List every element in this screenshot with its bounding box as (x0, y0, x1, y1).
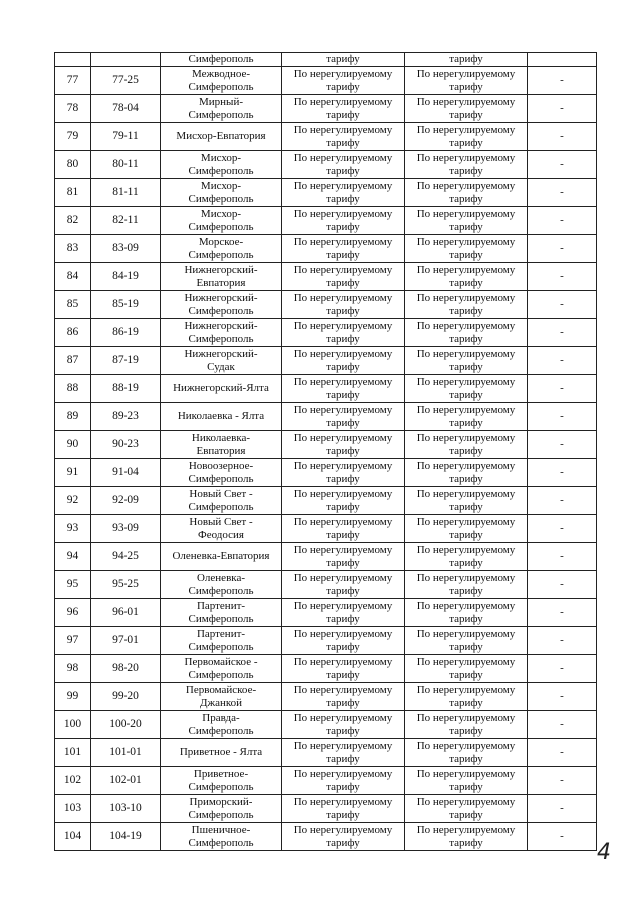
tariff-cell-1: По нерегулируемому тарифу (282, 207, 405, 235)
tariff-cell-1: По нерегулируемому тарифу (282, 235, 405, 263)
route-code-cell: 91-04 (91, 459, 161, 487)
row-number-cell: 93 (55, 515, 91, 543)
tariff-cell-1: По нерегулируемому тарифу (282, 543, 405, 571)
row-number-cell: 77 (55, 67, 91, 95)
route-code-cell: 87-19 (91, 347, 161, 375)
row-number-cell: 89 (55, 403, 91, 431)
route-code-cell: 97-01 (91, 627, 161, 655)
row-number-cell: 91 (55, 459, 91, 487)
table-row (55, 515, 597, 543)
tariff-cell-2: По нерегулируемому тарифу (405, 767, 528, 795)
route-name-cell: Пшеничное- Симферополь (161, 823, 282, 851)
row-number-cell: 88 (55, 375, 91, 403)
table-row (55, 319, 597, 347)
tariff-cell-1: По нерегулируемому тарифу (282, 627, 405, 655)
route-name-cell: Правда- Симферополь (161, 711, 282, 739)
table-row (55, 235, 597, 263)
routes-table (54, 52, 597, 851)
tariff-cell-2: тарифу (405, 53, 528, 67)
table-row (55, 795, 597, 823)
route-code-cell: 79-11 (91, 123, 161, 151)
tariff-cell-2: По нерегулируемому тарифу (405, 95, 528, 123)
route-code-cell: 98-20 (91, 655, 161, 683)
route-name-cell: Нижнегорский- Судак (161, 347, 282, 375)
dash-cell: - (528, 179, 597, 207)
route-name-cell: Оленевка-Евпатория (161, 543, 282, 571)
dash-cell: - (528, 291, 597, 319)
dash-cell: - (528, 599, 597, 627)
dash-cell: - (528, 151, 597, 179)
tariff-cell-2: По нерегулируемому тарифу (405, 487, 528, 515)
tariff-cell-2: По нерегулируемому тарифу (405, 207, 528, 235)
table-row (55, 263, 597, 291)
table-row (55, 207, 597, 235)
route-code-cell: 95-25 (91, 571, 161, 599)
dash-cell: - (528, 627, 597, 655)
route-code-cell: 93-09 (91, 515, 161, 543)
dash-cell: - (528, 123, 597, 151)
table-row (55, 375, 597, 403)
tariff-cell-2: По нерегулируемому тарифу (405, 459, 528, 487)
tariff-cell-1: По нерегулируемому тарифу (282, 683, 405, 711)
row-number-cell: 85 (55, 291, 91, 319)
route-name-cell: Оленевка- Симферополь (161, 571, 282, 599)
row-number-cell: 101 (55, 739, 91, 767)
route-code-cell (91, 53, 161, 67)
route-name-cell: Мисхор- Симферополь (161, 179, 282, 207)
route-name-cell: Мисхор- Симферополь (161, 151, 282, 179)
dash-cell: - (528, 403, 597, 431)
tariff-cell-1: По нерегулируемому тарифу (282, 599, 405, 627)
tariff-cell-2: По нерегулируемому тарифу (405, 151, 528, 179)
route-code-cell: 81-11 (91, 179, 161, 207)
row-number-cell: 94 (55, 543, 91, 571)
table-row (55, 655, 597, 683)
routes-table-body (55, 53, 597, 851)
route-code-cell: 90-23 (91, 431, 161, 459)
row-number-cell: 78 (55, 95, 91, 123)
tariff-cell-2: По нерегулируемому тарифу (405, 683, 528, 711)
tariff-cell-2: По нерегулируемому тарифу (405, 599, 528, 627)
route-code-cell: 103-10 (91, 795, 161, 823)
dash-cell: - (528, 487, 597, 515)
tariff-cell-1: тарифу (282, 53, 405, 67)
table-row (55, 123, 597, 151)
table-row (55, 151, 597, 179)
table-row (55, 403, 597, 431)
dash-cell: - (528, 375, 597, 403)
table-row (55, 823, 597, 851)
tariff-cell-1: По нерегулируемому тарифу (282, 711, 405, 739)
route-code-cell: 82-11 (91, 207, 161, 235)
route-name-cell: Приветное- Симферополь (161, 767, 282, 795)
row-number-cell: 83 (55, 235, 91, 263)
row-number-cell: 84 (55, 263, 91, 291)
tariff-cell-2: По нерегулируемому тарифу (405, 403, 528, 431)
route-name-cell: Приморский- Симферополь (161, 795, 282, 823)
table-row (55, 179, 597, 207)
tariff-cell-1: По нерегулируемому тарифу (282, 571, 405, 599)
table-row (55, 711, 597, 739)
route-name-cell: Новый Свет - Симферополь (161, 487, 282, 515)
row-number-cell: 79 (55, 123, 91, 151)
route-code-cell: 85-19 (91, 291, 161, 319)
tariff-cell-2: По нерегулируемому тарифу (405, 291, 528, 319)
tariff-cell-2: По нерегулируемому тарифу (405, 711, 528, 739)
dash-cell: - (528, 431, 597, 459)
dash-cell: - (528, 683, 597, 711)
route-code-cell: 84-19 (91, 263, 161, 291)
tariff-cell-2: По нерегулируемому тарифу (405, 347, 528, 375)
tariff-cell-2: По нерегулируемому тарифу (405, 67, 528, 95)
dash-cell: - (528, 263, 597, 291)
tariff-cell-1: По нерегулируемому тарифу (282, 291, 405, 319)
route-name-cell: Нижнегорский-Ялта (161, 375, 282, 403)
route-code-cell: 92-09 (91, 487, 161, 515)
dash-cell: - (528, 711, 597, 739)
row-number-cell: 96 (55, 599, 91, 627)
tariff-cell-1: По нерегулируемому тарифу (282, 151, 405, 179)
dash-cell: - (528, 571, 597, 599)
route-code-cell: 77-25 (91, 67, 161, 95)
row-number-cell: 97 (55, 627, 91, 655)
dash-cell: - (528, 347, 597, 375)
route-name-cell: Симферополь (161, 53, 282, 67)
tariff-cell-1: По нерегулируемому тарифу (282, 487, 405, 515)
table-row (55, 487, 597, 515)
table-row (55, 739, 597, 767)
tariff-cell-1: По нерегулируемому тарифу (282, 431, 405, 459)
tariff-cell-2: По нерегулируемому тарифу (405, 543, 528, 571)
dash-cell: - (528, 459, 597, 487)
table-row (55, 291, 597, 319)
route-code-cell: 88-19 (91, 375, 161, 403)
route-code-cell: 96-01 (91, 599, 161, 627)
tariff-cell-1: По нерегулируемому тарифу (282, 263, 405, 291)
tariff-cell-2: По нерегулируемому тарифу (405, 515, 528, 543)
route-code-cell: 102-01 (91, 767, 161, 795)
tariff-cell-2: По нерегулируемому тарифу (405, 627, 528, 655)
table-row (55, 543, 597, 571)
dash-cell (528, 53, 597, 67)
dash-cell: - (528, 235, 597, 263)
route-code-cell: 83-09 (91, 235, 161, 263)
route-name-cell: Партенит- Симферополь (161, 599, 282, 627)
tariff-cell-1: По нерегулируемому тарифу (282, 95, 405, 123)
dash-cell: - (528, 655, 597, 683)
route-code-cell: 78-04 (91, 95, 161, 123)
route-code-cell: 86-19 (91, 319, 161, 347)
route-code-cell: 99-20 (91, 683, 161, 711)
table-row (55, 599, 597, 627)
route-code-cell: 89-23 (91, 403, 161, 431)
dash-cell: - (528, 823, 597, 851)
route-code-cell: 80-11 (91, 151, 161, 179)
dash-cell: - (528, 739, 597, 767)
row-number-cell: 81 (55, 179, 91, 207)
tariff-cell-2: По нерегулируемому тарифу (405, 655, 528, 683)
route-name-cell: Первомайское- Джанкой (161, 683, 282, 711)
tariff-cell-1: По нерегулируемому тарифу (282, 655, 405, 683)
tariff-cell-1: По нерегулируемому тарифу (282, 67, 405, 95)
route-name-cell: Мирный- Симферополь (161, 95, 282, 123)
row-number-cell: 104 (55, 823, 91, 851)
route-name-cell: Межводное- Симферополь (161, 67, 282, 95)
tariff-cell-1: По нерегулируемому тарифу (282, 739, 405, 767)
row-number-cell (55, 53, 91, 67)
tariff-cell-1: По нерегулируемому тарифу (282, 823, 405, 851)
table-row (55, 767, 597, 795)
dash-cell: - (528, 515, 597, 543)
dash-cell: - (528, 207, 597, 235)
table-row (55, 683, 597, 711)
table-row (55, 347, 597, 375)
table-row-continued (55, 53, 597, 67)
tariff-cell-2: По нерегулируемому тарифу (405, 263, 528, 291)
tariff-cell-2: По нерегулируемому тарифу (405, 823, 528, 851)
table-row (55, 431, 597, 459)
route-name-cell: Новоозерное- Симферополь (161, 459, 282, 487)
dash-cell: - (528, 319, 597, 347)
tariff-cell-2: По нерегулируемому тарифу (405, 431, 528, 459)
tariff-cell-1: По нерегулируемому тарифу (282, 767, 405, 795)
route-name-cell: Новый Свет - Феодосия (161, 515, 282, 543)
route-name-cell: Николаевка- Евпатория (161, 431, 282, 459)
table-row (55, 627, 597, 655)
row-number-cell: 100 (55, 711, 91, 739)
row-number-cell: 99 (55, 683, 91, 711)
route-name-cell: Нижнегорский- Евпатория (161, 263, 282, 291)
tariff-cell-2: По нерегулируемому тарифу (405, 571, 528, 599)
routes-table-container (54, 52, 590, 852)
route-name-cell: Нижнегорский- Симферополь (161, 291, 282, 319)
tariff-cell-1: По нерегулируемому тарифу (282, 403, 405, 431)
handwritten-page-number: 4 (597, 840, 611, 865)
tariff-cell-2: По нерегулируемому тарифу (405, 319, 528, 347)
dash-cell: - (528, 795, 597, 823)
dash-cell: - (528, 67, 597, 95)
route-name-cell: Нижнегорский- Симферополь (161, 319, 282, 347)
route-name-cell: Мисхор-Евпатория (161, 123, 282, 151)
row-number-cell: 98 (55, 655, 91, 683)
row-number-cell: 86 (55, 319, 91, 347)
route-name-cell: Николаевка - Ялта (161, 403, 282, 431)
tariff-cell-2: По нерегулируемому тарифу (405, 795, 528, 823)
row-number-cell: 80 (55, 151, 91, 179)
tariff-cell-1: По нерегулируемому тарифу (282, 347, 405, 375)
route-name-cell: Морское- Симферополь (161, 235, 282, 263)
route-name-cell: Партенит- Симферополь (161, 627, 282, 655)
table-row (55, 571, 597, 599)
tariff-cell-1: По нерегулируемому тарифу (282, 459, 405, 487)
route-name-cell: Первомайское - Симферополь (161, 655, 282, 683)
table-row (55, 459, 597, 487)
row-number-cell: 92 (55, 487, 91, 515)
tariff-cell-1: По нерегулируемому тарифу (282, 515, 405, 543)
tariff-cell-2: По нерегулируемому тарифу (405, 235, 528, 263)
tariff-cell-1: По нерегулируемому тарифу (282, 795, 405, 823)
route-code-cell: 101-01 (91, 739, 161, 767)
tariff-cell-1: По нерегулируемому тарифу (282, 179, 405, 207)
dash-cell: - (528, 95, 597, 123)
tariff-cell-2: По нерегулируемому тарифу (405, 375, 528, 403)
route-code-cell: 100-20 (91, 711, 161, 739)
tariff-cell-2: По нерегулируемому тарифу (405, 739, 528, 767)
row-number-cell: 87 (55, 347, 91, 375)
dash-cell: - (528, 543, 597, 571)
tariff-cell-1: По нерегулируемому тарифу (282, 123, 405, 151)
row-number-cell: 95 (55, 571, 91, 599)
tariff-cell-1: По нерегулируемому тарифу (282, 319, 405, 347)
row-number-cell: 90 (55, 431, 91, 459)
tariff-cell-2: По нерегулируемому тарифу (405, 123, 528, 151)
row-number-cell: 103 (55, 795, 91, 823)
route-code-cell: 104-19 (91, 823, 161, 851)
row-number-cell: 82 (55, 207, 91, 235)
route-code-cell: 94-25 (91, 543, 161, 571)
row-number-cell: 102 (55, 767, 91, 795)
table-row (55, 95, 597, 123)
dash-cell: - (528, 767, 597, 795)
route-name-cell: Приветное - Ялта (161, 739, 282, 767)
table-row (55, 67, 597, 95)
tariff-cell-1: По нерегулируемому тарифу (282, 375, 405, 403)
tariff-cell-2: По нерегулируемому тарифу (405, 179, 528, 207)
route-name-cell: Мисхор- Симферополь (161, 207, 282, 235)
